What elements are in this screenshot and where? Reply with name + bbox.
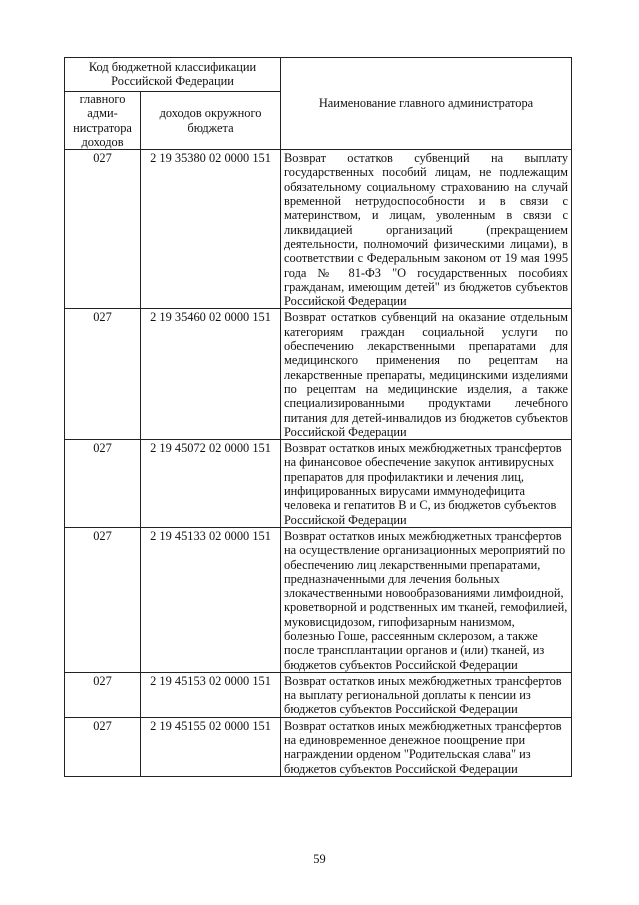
- income-code-cell: 2 19 35380 02 0000 151: [141, 150, 281, 309]
- admin-code-header: главного адми-нистратора доходов: [65, 92, 141, 150]
- income-code-cell: 2 19 45153 02 0000 151: [141, 672, 281, 717]
- table-row: [65, 527, 572, 672]
- admin-code-cell: 027: [65, 717, 141, 776]
- income-code-cell: 2 19 35460 02 0000 151: [141, 309, 281, 440]
- page-number: 59: [313, 852, 326, 866]
- administrator-name-cell: Возврат остатков иных межбюджетных трансфертов на осуществление организационных мероприятий по обеспечению лиц лекарственными препаратами, предназначенными для лечения больных злокачественными новообразованиями лимфоидной, кроветворной и родственных им тканей, гемофилией, муковисцидозом, гипофизарным нанизмом, болезнью Гоше, рассеянным склерозом, а также после трансплантации органов и (или) тканей, из бюджетов субъектов Российской Федерации: [281, 527, 572, 672]
- table-row: [65, 309, 572, 440]
- admin-code-cell: 027: [65, 150, 141, 309]
- admin-code-cell: 027: [65, 672, 141, 717]
- administrator-name-header: Наименование главного администратора: [281, 58, 572, 150]
- table-row: [65, 717, 572, 776]
- administrator-name-cell: Возврат остатков иных межбюджетных трансфертов на финансовое обеспечение закупок антивирусных препаратов для профилактики и лечения лиц, инфицированных вирусами иммунодефицита человека и гепатитов В и С, из бюджетов субъектов Российской Федерации: [281, 440, 572, 528]
- table-row: [65, 440, 572, 528]
- administrator-name-cell: Возврат остатков иных межбюджетных трансфертов на единовременное денежное поощрение при награждении орденом "Родительская слава" из бюджетов субъектов Российской Федерации: [281, 717, 572, 776]
- table-row: [65, 150, 572, 309]
- income-code-cell: 2 19 45133 02 0000 151: [141, 527, 281, 672]
- income-code-header: доходов окружного бюджета: [141, 92, 281, 150]
- code-group-header: Код бюджетной классификации Российской Федерации: [65, 58, 281, 92]
- administrator-name-cell: Возврат остатков субвенций на выплату государственных пособий лицам, не подлежащим обязательному социальному страхованию на случай временной нетрудоспособности и в связи с материнством, и лицам, уволенным в связи с ликвидацией организаций (прекращением деятельности, полномочий физическими лицами), в соответствии с Федеральным законом от 19 мая 1995 года № 81-ФЗ "О государственных пособиях гражданам, имеющим детей" из бюджетов субъектов Российской Федерации: [281, 150, 572, 309]
- admin-code-cell: 027: [65, 309, 141, 440]
- admin-code-cell: 027: [65, 527, 141, 672]
- administrator-name-cell: Возврат остатков иных межбюджетных трансфертов на выплату региональной доплаты к пенсии из бюджетов субъектов Российской Федерации: [281, 672, 572, 717]
- income-code-cell: 2 19 45072 02 0000 151: [141, 440, 281, 528]
- table-row: [65, 672, 572, 717]
- income-code-cell: 2 19 45155 02 0000 151: [141, 717, 281, 776]
- budget-classification-table: [64, 57, 572, 777]
- administrator-name-cell: Возврат остатков субвенций на оказание отдельным категориям граждан социальной услуги по обеспечению лекарственными препаратами для медицинского применения по рецептам на лекарственные препараты, медицинскими изделиями по рецептам на медицинские изделия, а также специализированными продуктами лечебного питания для детей-инвалидов из бюджетов субъектов Российской Федерации: [281, 309, 572, 440]
- header-row-top: [65, 58, 572, 92]
- admin-code-cell: 027: [65, 440, 141, 528]
